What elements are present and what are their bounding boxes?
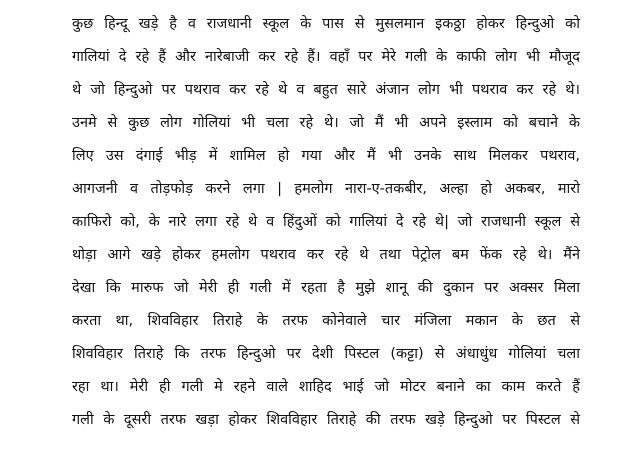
text-line-11: शिवविहार तिराहे कि तरफ हिन्दुओ पर देशी पिस्टल (कट्टा) से अंधाधुंध गोलियां चला bbox=[72, 346, 580, 362]
text-line-4: उनमे से कुछ लोग गोलियां भी चला रहे थे। जो मैं भी अपने इस्लाम को बचाने के bbox=[72, 115, 580, 131]
text-line-2: गालियां दे रहे हैं और नारेबाजी कर रहे हैं। वहाँ पर मेरे गली के काफी लोग भी मौजूद bbox=[72, 49, 580, 65]
text-line-3: थे जो हिन्दुओ पर पथराव कर रहे थे व बहुत सारे अंजान लोग भी पथराव कर रहे थे। bbox=[72, 82, 580, 98]
text-line-13: गली के दूसरी तरफ खड़ा होकर शिवविहार तिराहे की तरफ खड़े हिन्दुओ पर पिस्टल से bbox=[72, 412, 580, 428]
text-line-1: कुछ हिन्दू खड़े है व राजधानी स्कूल के पास से मुसलमान इकठ्ठा होकर हिन्दुओ को bbox=[72, 16, 580, 32]
text-line-6: आगजनी व तोड़फोड़ करने लगा | हमलोग नारा-ए-तकबीर, अल्हा हो अकबर, मारो bbox=[72, 181, 580, 197]
text-line-9: देखा कि मारुफ जो मेरी ही गली में रहता है मुझे शानू की दुकान पर अक्सर मिला bbox=[72, 280, 580, 296]
text-line-5: लिए उस दंगाई भीड़ में शामिल हो गया और मैं भी उनके साथ मिलकर पथराव, bbox=[72, 148, 580, 164]
text-line-8: थोड़ा आगे खड़े होकर हमलोग पथराव कर रहे थे तथा पेट्रोल बम फेंक रहे थे। मैंने bbox=[72, 247, 580, 263]
text-line-7: काफिरो को, के नारे लगा रहे थे व हिंदुओं को गालियां दे रहे थे| जो राजधानी स्कूल से bbox=[72, 214, 580, 230]
text-line-12: रहा था। मेरी ही गली मे रहने वाले शाहिद भाई जो मोटर बनाने का काम करते हैं bbox=[72, 379, 580, 395]
text-line-10: करता था, शिवविहार तिराहे के तरफ कोनेवाले चार मंजिला मकान के छत से bbox=[72, 313, 580, 329]
